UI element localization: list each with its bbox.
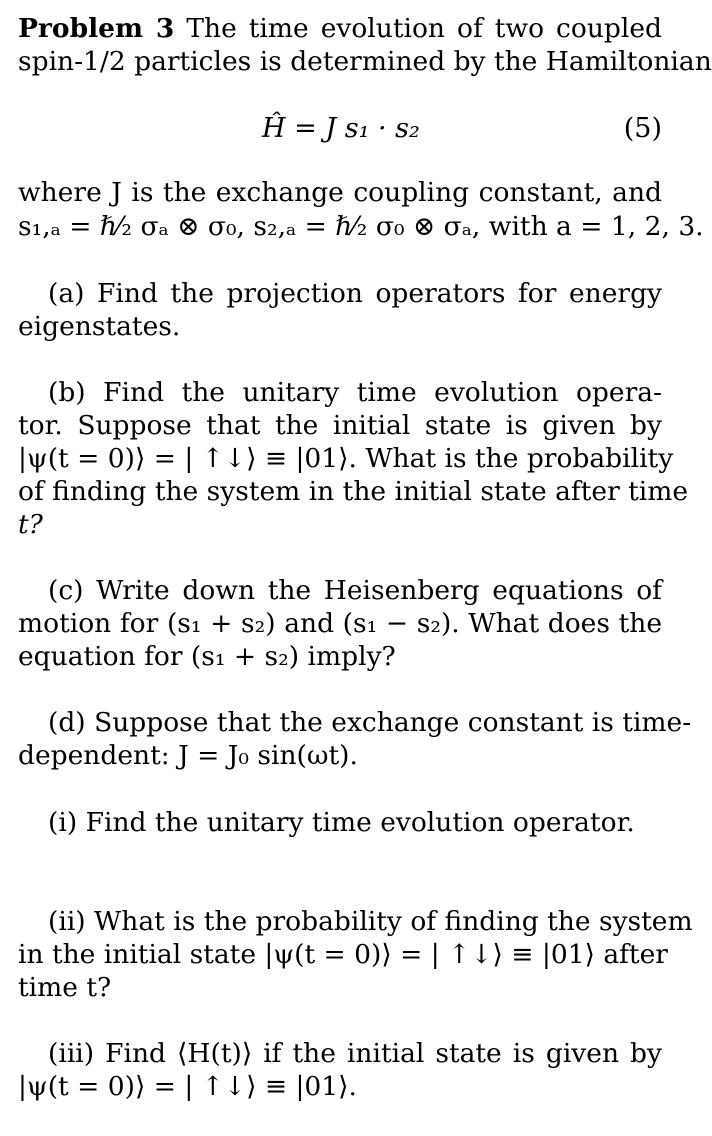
part-ii-line-1: (ii) What is the probability of finding the system — [48, 906, 693, 937]
part-b-line-1: (b) Find the unitary time evolution opera- — [48, 377, 662, 408]
where-line-1: where J is the exchange coupling constant, and — [18, 177, 662, 208]
part-d-line-2: dependent: J = J₀ sin(ωt). — [18, 740, 358, 771]
part-c-line-3: equation for (s₁ + s₂) imply? — [18, 641, 396, 672]
part-b-line-4: of finding the system in the initial state after time — [18, 476, 689, 507]
part-iii-line-2: |ψ(t = 0)⟩ = | ↑↓⟩ ≡ |01⟩. — [18, 1071, 357, 1102]
where-line-2: s₁,ₐ = ℏ⁄₂ σₐ ⊗ σ₀, s₂,ₐ = ℏ⁄₂ σ₀ ⊗ σₐ, with a = 1, 2, 3. — [18, 211, 704, 242]
problem-intro-text: The time evolution of two coupled — [186, 13, 662, 44]
part-d-line-1: (d) Suppose that the exchange constant is time- — [48, 707, 692, 738]
part-i-line-1: (i) Find the unitary time evolution operator. — [48, 807, 635, 838]
equation-number: (5) — [623, 113, 662, 144]
part-b-line-5: t? — [18, 509, 43, 540]
part-iii-line-1: (iii) Find ⟨H(t)⟩ if the initial state is given by — [48, 1038, 662, 1069]
problem-intro-line-1 — [18, 12, 662, 46]
part-b-line-3: |ψ(t = 0)⟩ = | ↑↓⟩ ≡ |01⟩. What is the probability — [18, 443, 674, 474]
part-ii-line-2: in the initial state |ψ(t = 0)⟩ = | ↑↓⟩ ≡ |01⟩ after — [18, 939, 668, 970]
hamiltonian-equation: Ĥ = J s₁ · s₂ — [262, 113, 420, 144]
part-b-line-2: tor. Suppose that the initial state is given by — [18, 410, 662, 441]
part-a-line-1: (a) Find the projection operators for energy — [48, 278, 662, 309]
problem-intro-line-2: spin-1/2 particles is determined by the Hamiltonian — [18, 46, 712, 77]
part-ii-line-3: time t? — [18, 972, 112, 1003]
problem-heading: Problem 3 — [18, 13, 175, 44]
part-c-line-2: motion for (s₁ + s₂) and (s₁ − s₂). What does the — [18, 608, 662, 639]
part-a-line-2: eigenstates. — [18, 311, 181, 342]
part-c-line-1: (c) Write down the Heisenberg equations of — [48, 575, 662, 606]
